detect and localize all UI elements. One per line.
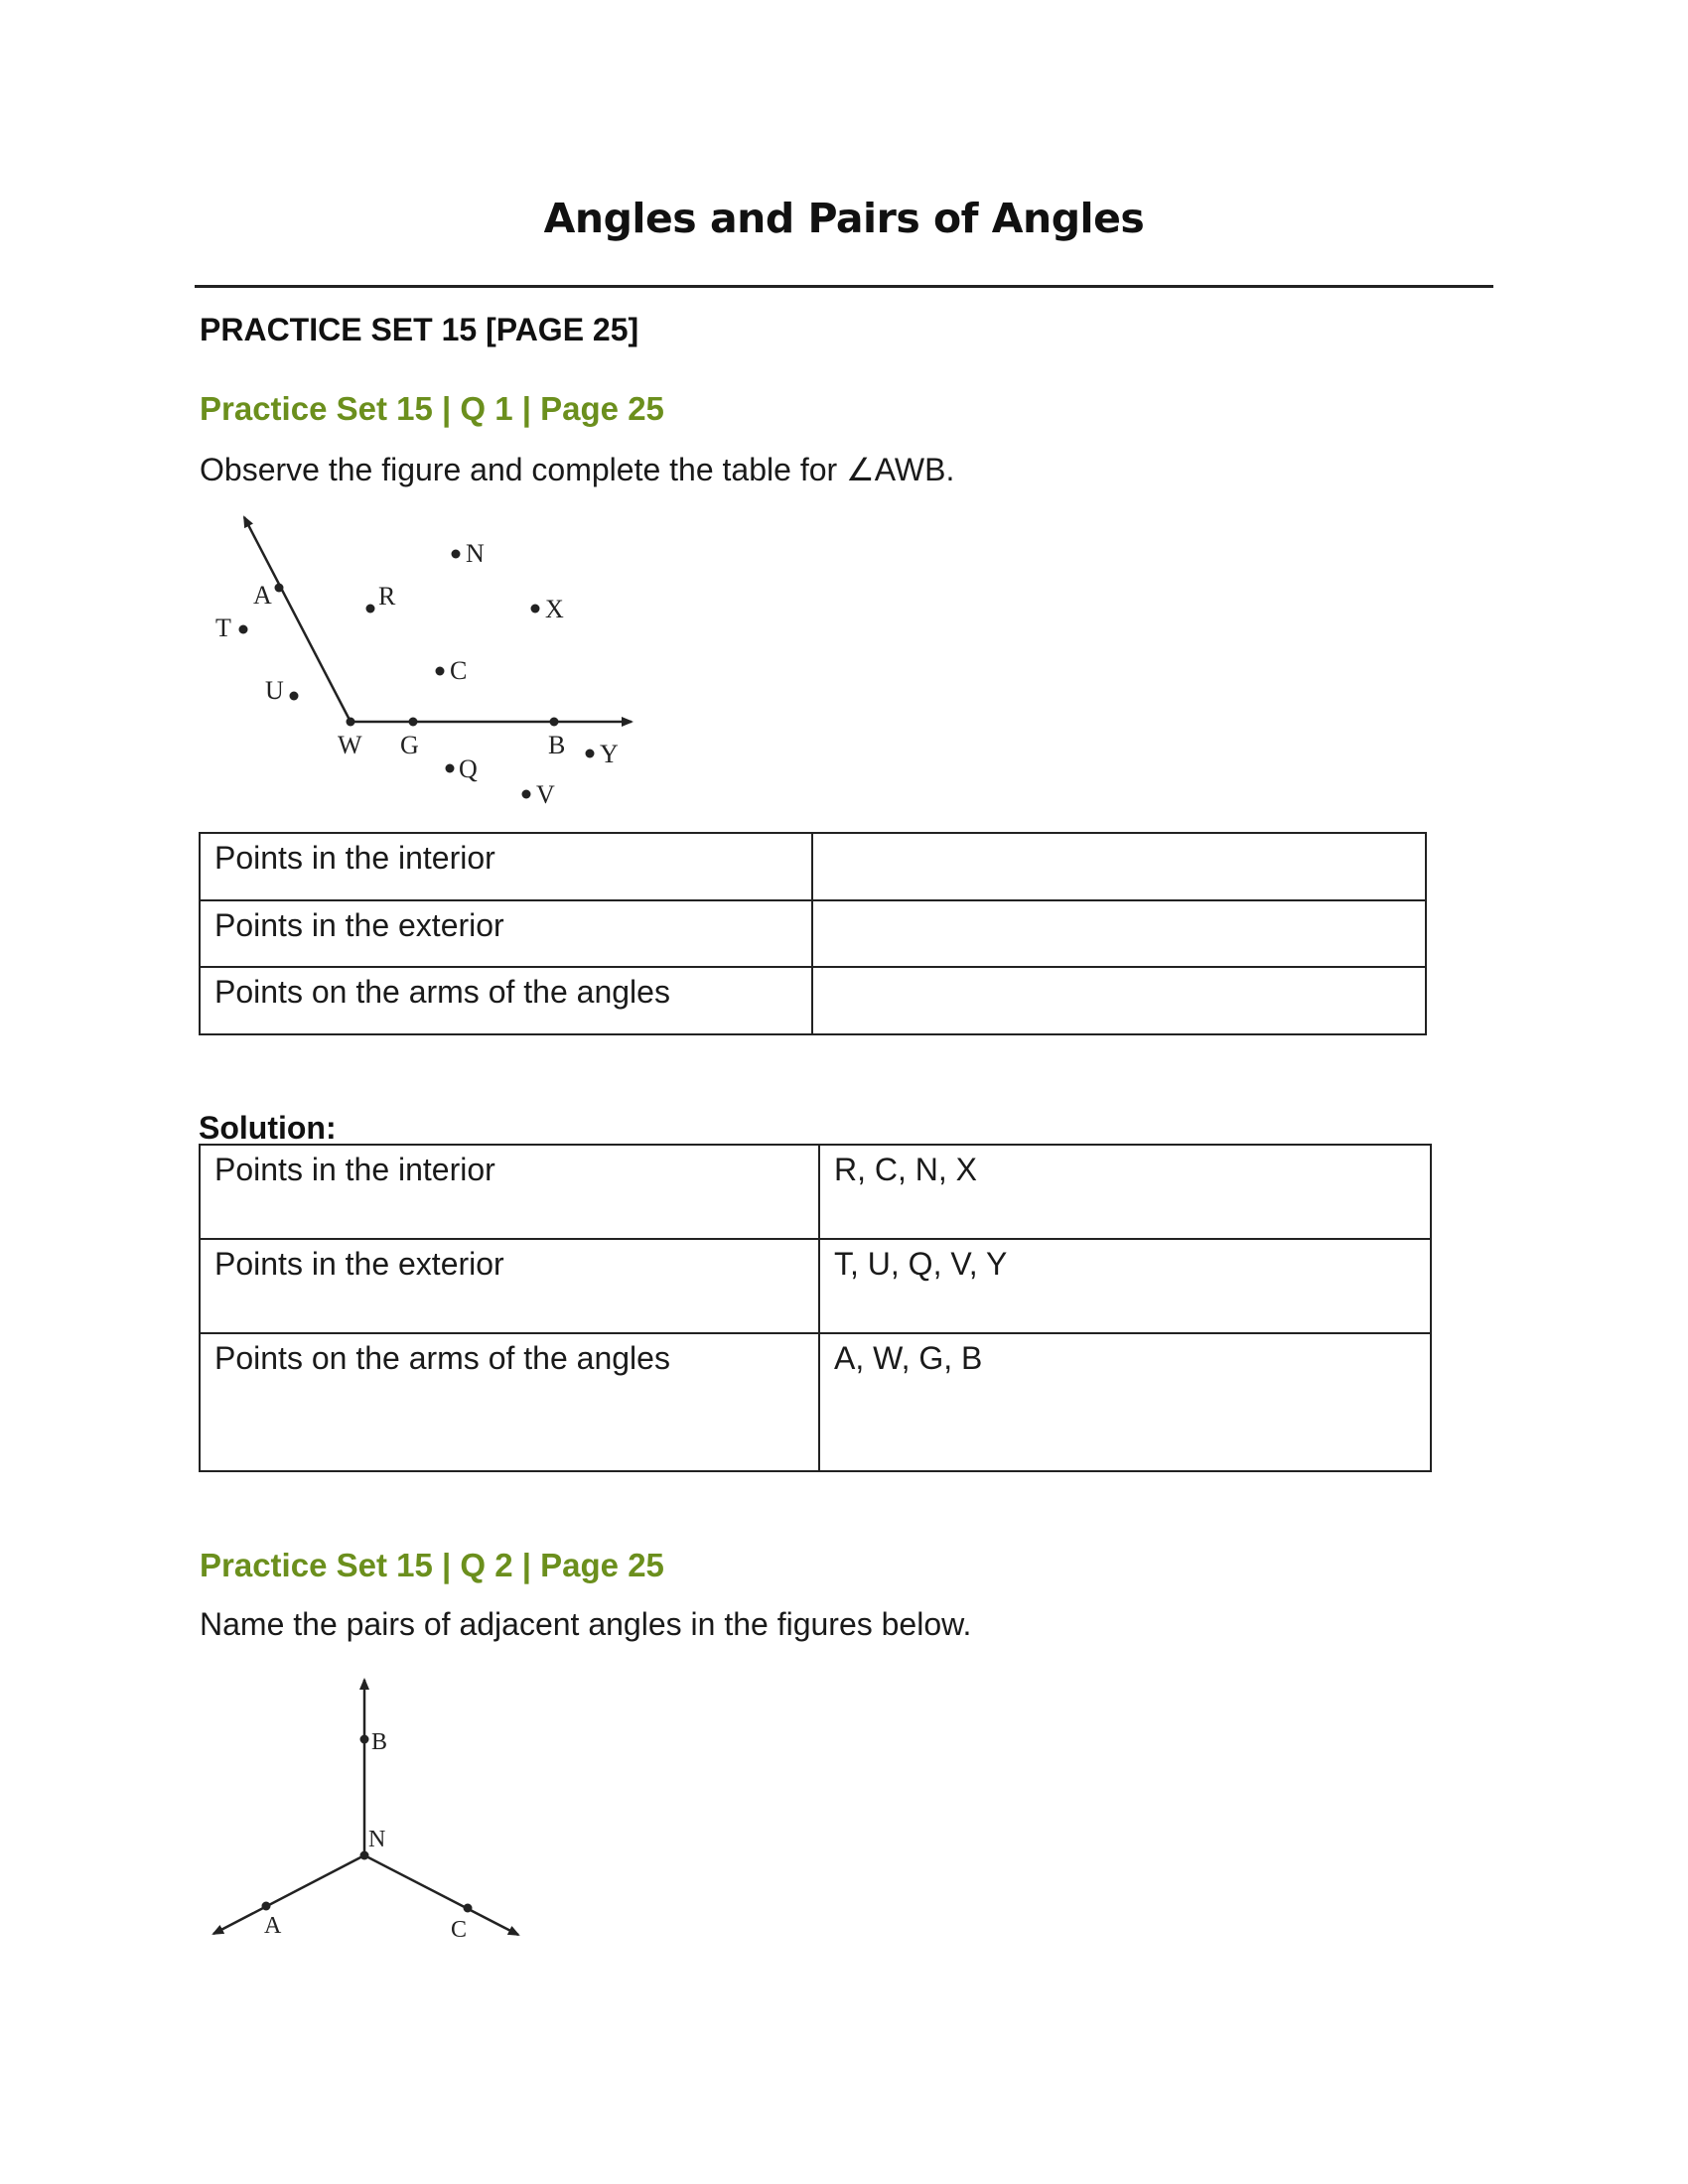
label-n: N — [368, 1827, 386, 1852]
solution-value-interior: R, C, N, X — [819, 1145, 1431, 1239]
label-x: X — [545, 595, 564, 623]
label-t: T — [215, 614, 231, 642]
label-a: A — [253, 581, 272, 610]
label-a: A — [264, 1913, 282, 1939]
question-1-text: Observe the figure and complete the table for ∠AWB. — [200, 452, 955, 487]
label-g: G — [400, 731, 419, 759]
table-row — [200, 900, 1426, 967]
point-g-dot — [409, 718, 418, 727]
adjacent-angles-figure — [199, 1668, 536, 1946]
label-u: U — [265, 676, 284, 705]
label-r: R — [378, 582, 396, 611]
point-w-dot — [347, 718, 355, 727]
point-c-dot — [436, 667, 445, 676]
row-label-arms: Points on the arms of the angles — [200, 967, 812, 1034]
table-row — [200, 967, 1426, 1034]
row-label-interior: Points in the interior — [200, 833, 812, 900]
label-w: W — [338, 731, 362, 759]
question-1-table — [199, 832, 1427, 1035]
point-v-dot — [522, 790, 531, 799]
answer-cell-arms[interactable] — [812, 967, 1426, 1034]
label-b: B — [548, 731, 566, 759]
angle-awb-figure — [199, 506, 655, 814]
practice-set-heading: PRACTICE SET 15 [PAGE 25] — [200, 312, 639, 347]
label-b: B — [371, 1729, 388, 1755]
table-row — [200, 1145, 1431, 1239]
answer-cell-interior[interactable] — [812, 833, 1426, 900]
label-y: Y — [600, 740, 619, 768]
table-row — [200, 833, 1426, 900]
solution-label-exterior: Points in the exterior — [200, 1239, 819, 1333]
row-label-exterior: Points in the exterior — [200, 900, 812, 967]
point-x-dot — [531, 605, 540, 614]
question-2-heading: Practice Set 15 | Q 2 | Page 25 — [200, 1547, 664, 1583]
point-n-dot — [452, 550, 461, 559]
question-1-heading: Practice Set 15 | Q 1 | Page 25 — [200, 390, 664, 427]
point-b-dot — [550, 718, 559, 727]
point-u-dot — [290, 692, 299, 701]
label-v: V — [536, 780, 555, 809]
question-2-text: Name the pairs of adjacent angles in the figures below. — [200, 1606, 972, 1642]
point-b-dot — [360, 1735, 369, 1744]
label-q: Q — [459, 754, 478, 783]
point-a-dot — [262, 1902, 271, 1911]
solution-label-interior: Points in the interior — [200, 1145, 819, 1239]
label-c: C — [450, 656, 468, 685]
solution-value-arms: A, W, G, B — [819, 1333, 1431, 1471]
solution-label: Solution: — [199, 1110, 337, 1146]
solution-value-exterior: T, U, Q, V, Y — [819, 1239, 1431, 1333]
ray-na — [213, 1855, 364, 1934]
solution-label-arms: Points on the arms of the angles — [200, 1333, 819, 1471]
label-c: C — [451, 1917, 468, 1943]
point-a-dot — [275, 584, 284, 593]
answer-cell-exterior[interactable] — [812, 900, 1426, 967]
label-n: N — [466, 539, 485, 568]
title-divider — [195, 285, 1493, 288]
point-y-dot — [586, 750, 595, 758]
ray-nc — [364, 1855, 518, 1935]
point-c-dot — [464, 1904, 473, 1913]
table-row — [200, 1239, 1431, 1333]
point-t-dot — [239, 625, 248, 634]
point-r-dot — [366, 605, 375, 614]
table-row — [200, 1333, 1431, 1471]
arm-wa-ray — [244, 517, 351, 722]
page-title: Angles and Pairs of Angles — [543, 195, 1145, 242]
solution-table — [199, 1144, 1432, 1472]
point-q-dot — [446, 764, 455, 773]
